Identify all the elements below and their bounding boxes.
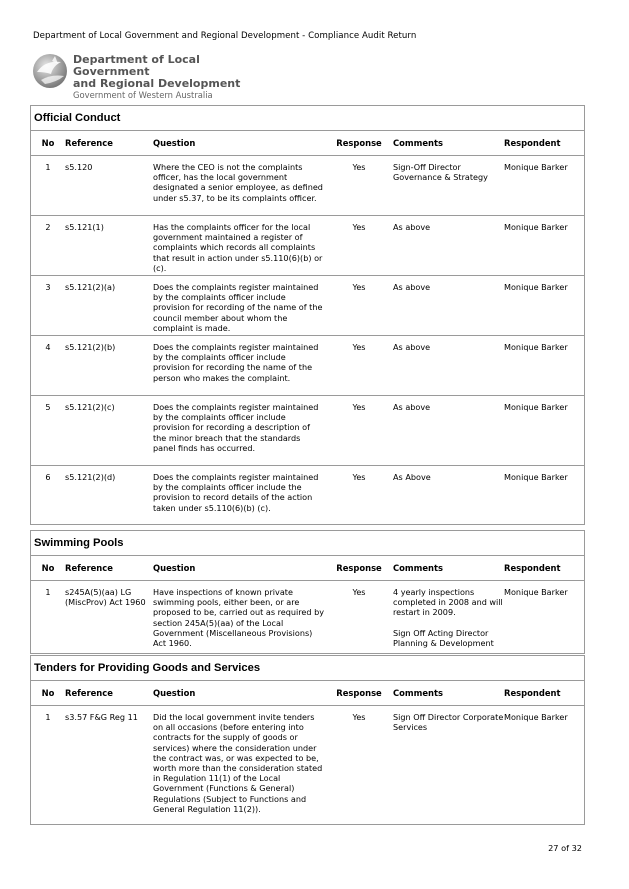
col-reference: Reference [65, 131, 153, 156]
cell-reference: s5.121(2)(c) [65, 396, 153, 466]
section-title: Swimming Pools [31, 531, 584, 556]
cell-no: 2 [31, 216, 65, 276]
logo-line3: Government of Western Australia [73, 90, 213, 100]
col-reference: Reference [65, 556, 153, 581]
cell-respondent: Monique Barker [504, 587, 568, 597]
section-tenders [30, 655, 585, 825]
cell-question: Does the complaints register maintained by the complaints officer include provision for recording the name of the person who makes the complaint. [153, 336, 325, 396]
table-row [31, 706, 584, 824]
cell-question: Does the complaints register maintained by the complaints officer include provision for recording a description of the minor breach that the standards panel finds has occurred. [153, 396, 325, 466]
col-no: No [31, 556, 65, 581]
cell-question: Where the CEO is not the complaints officer, has the local government designated a senior employee, as defined under s5.37, to be its complaints officer. [153, 156, 325, 216]
cell-respondent: Monique Barker [504, 472, 568, 482]
section-title: Tenders for Providing Goods and Services [31, 656, 584, 681]
cell-reference: s5.121(1) [65, 216, 153, 276]
cell-question: Does the complaints register maintained by the complaints officer include provision for recording of the name of the council member about whom the complaint is made. [153, 276, 325, 336]
cell-no: 1 [45, 712, 51, 722]
table-row [31, 396, 584, 466]
table-header-row [31, 131, 584, 156]
cell-comments: As above [393, 336, 504, 396]
cell-reference: s5.121(2)(d) [65, 472, 116, 482]
col-comments: Comments [393, 681, 504, 706]
table-header-row [31, 681, 584, 706]
cell-question: Did the local government invite tenders on all occasions (before entering into contracts for the supply of goods or services) where the consideration under the contract was, or was expected to be, worth more than the consideration stated in Regulation 11(1) of the Local Government (Functions & General) Regulations (Subject to Functions and General Regulation 11(2)). [153, 712, 323, 814]
swimming-pools-table [31, 556, 584, 653]
cell-response: Yes [352, 472, 366, 482]
cell-comments [393, 581, 504, 653]
cell-respondent: Monique Barker [504, 276, 584, 336]
section-swimming-pools [30, 530, 585, 654]
cell-no: 1 [45, 587, 51, 597]
cell-no: 5 [31, 396, 65, 466]
cell-response: Yes [325, 336, 393, 396]
cell-respondent: Monique Barker [504, 396, 584, 466]
cell-reference: s5.120 [65, 156, 153, 216]
table-row [31, 216, 584, 276]
col-comments: Comments [393, 131, 504, 156]
cell-response: Yes [325, 156, 393, 216]
col-question: Question [153, 556, 325, 581]
cell-no: 1 [31, 156, 65, 216]
cell-question: Have inspections of known private swimming pools, either been, or are proposed to be, carried out as required by section 245A(5)(aa) of the Local Government (Miscellaneous Provisions) Act 1960. [153, 587, 325, 649]
page-number: 27 of 32 [548, 843, 582, 853]
section-title: Official Conduct [31, 106, 584, 131]
col-response: Response [325, 131, 393, 156]
cell-reference: s245A(5)(aa) LG (MiscProv) Act 1960 [65, 587, 146, 608]
cell-reference: s5.121(2)(b) [65, 336, 153, 396]
logo-line2: and Regional Development [73, 77, 241, 90]
cell-response: Yes [352, 712, 366, 722]
cell-comments: Sign Off Director Corporate Services [393, 712, 504, 733]
cell-response: Yes [325, 276, 393, 336]
cell-respondent: Monique Barker [504, 712, 568, 722]
cell-comments: As above [393, 396, 504, 466]
col-no: No [31, 131, 65, 156]
table-row [31, 581, 584, 653]
table-row [31, 336, 584, 396]
cell-no: 6 [45, 472, 51, 482]
cell-response: Yes [352, 587, 366, 597]
table-row [31, 156, 584, 216]
cell-response: Yes [325, 396, 393, 466]
cell-respondent: Monique Barker [504, 216, 584, 276]
cell-no: 4 [31, 336, 65, 396]
cell-comments: As Above [393, 472, 431, 482]
logo-line1: Department of Local Government [73, 53, 200, 78]
comments-line-2: Sign Off Acting Director Planning & Development [393, 627, 494, 648]
col-comments: Comments [393, 556, 504, 581]
col-respondent: Respondent [504, 556, 584, 581]
cell-response: Yes [325, 216, 393, 276]
cell-respondent: Monique Barker [504, 156, 584, 216]
col-response: Response [325, 681, 393, 706]
cell-no: 3 [31, 276, 65, 336]
tenders-table [31, 681, 584, 824]
col-respondent: Respondent [504, 131, 584, 156]
col-respondent: Respondent [504, 681, 584, 706]
department-logo [31, 52, 261, 100]
col-response: Response [325, 556, 393, 581]
section-official-conduct [30, 105, 585, 525]
table-row [31, 276, 584, 336]
col-question: Question [153, 131, 325, 156]
col-reference: Reference [65, 681, 153, 706]
table-row [31, 466, 584, 524]
page-header: Department of Local Government and Regional Development - Compliance Audit Return [33, 31, 417, 41]
cell-comments: Sign-Off Director Governance & Strategy [393, 156, 504, 216]
cell-reference: s3.57 F&G Reg 11 [65, 712, 138, 722]
cell-respondent: Monique Barker [504, 336, 584, 396]
col-question: Question [153, 681, 325, 706]
cell-reference: s5.121(2)(a) [65, 276, 153, 336]
cell-question: Does the complaints register maintained by the complaints officer include the provision to record details of the action taken under s5.110(6)(b) (c). [153, 472, 319, 513]
cell-comments: As above [393, 216, 504, 276]
globe-emblem-icon [31, 52, 71, 90]
cell-question: Has the complaints officer for the local government maintained a register of complaints which records all complaints that result in action under s5.110(6)(b) or (c). [153, 216, 325, 276]
comments-line-1: 4 yearly inspections completed in 2008 and will restart in 2009. [393, 587, 503, 618]
official-conduct-table [31, 131, 584, 524]
col-no: No [31, 681, 65, 706]
cell-comments: As above [393, 276, 504, 336]
table-header-row [31, 556, 584, 581]
